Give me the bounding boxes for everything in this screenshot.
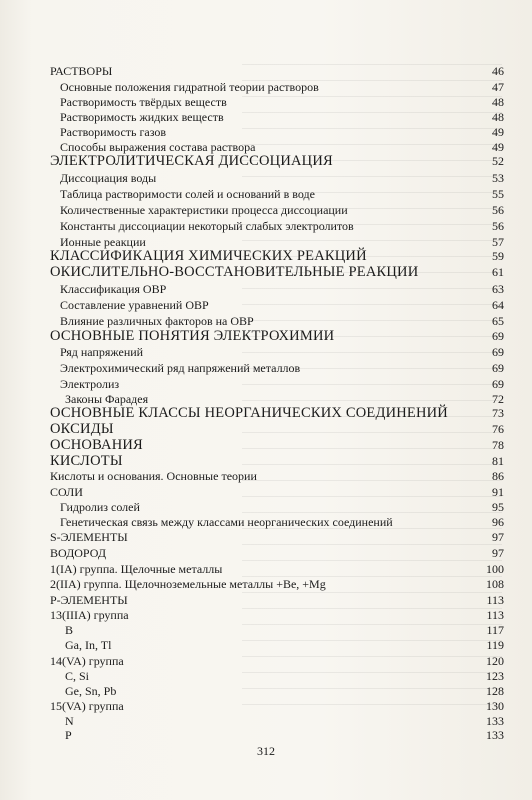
- toc-entry-title: 15(VA) группа: [50, 699, 124, 713]
- toc-entry-page: 78: [492, 438, 504, 452]
- toc-entry-title: Электрохимический ряд напряжений металлов: [60, 361, 301, 375]
- page-number: 312: [257, 744, 275, 758]
- toc-entry-page: 113: [486, 608, 504, 622]
- toc-entry-page: 73: [492, 406, 504, 420]
- toc-entry-page: 49: [492, 125, 504, 139]
- toc-entry-title: Константы диссоциации некоторый слабых электролитов: [60, 219, 354, 233]
- toc-entry: [0, 360, 532, 376]
- toc-entry: [0, 576, 532, 592]
- toc-entry: [0, 281, 532, 297]
- toc-entry: [0, 124, 532, 140]
- toc-entry: [0, 63, 532, 79]
- toc-entry-page: 69: [492, 329, 504, 343]
- toc-entry-title: Составление уравнений ОВР: [60, 298, 209, 312]
- toc-entry-page: 100: [486, 562, 504, 576]
- toc-entry-title: N: [65, 714, 74, 728]
- toc-entry-page: 46: [492, 64, 504, 78]
- toc-entry: [0, 484, 532, 500]
- toc-entry-title: Классификация ОВР: [60, 282, 167, 296]
- toc-entry-page: 55: [492, 187, 504, 201]
- toc-entry-page: 63: [492, 282, 504, 296]
- toc-entry: [0, 622, 532, 638]
- toc-entry: [0, 668, 532, 684]
- toc-entry-title: КИСЛОТЫ: [50, 453, 123, 469]
- toc-entry-title: 13(IIIA) группа: [50, 608, 129, 622]
- toc-entry-page: 64: [492, 298, 504, 312]
- toc-entry-title: Гидролиз солей: [60, 500, 140, 514]
- toc-entry: [0, 405, 532, 421]
- toc-entry: [0, 202, 532, 218]
- toc-entry-page: 95: [492, 500, 504, 514]
- toc-entry-page: 57: [492, 235, 504, 249]
- toc-entry-title: РАСТВОРЫ: [50, 64, 113, 78]
- toc-entry-title: ОКСИДЫ: [50, 421, 114, 437]
- toc-entry-page: 49: [492, 140, 504, 154]
- toc-entry-page: 133: [486, 714, 504, 728]
- toc-entry: [0, 545, 532, 561]
- toc-entry: [0, 248, 532, 264]
- toc-entry-page: 69: [492, 345, 504, 359]
- toc-entry-title: Растворимость газов: [60, 125, 167, 139]
- toc-entry-title: B: [65, 623, 74, 637]
- toc-entry-page: 120: [486, 654, 504, 668]
- toc-entry-title: ОСНОВНЫЕ ПОНЯТИЯ ЭЛЕКТРОХИМИИ: [50, 328, 335, 344]
- toc-entry-title: S-ЭЛЕМЕНТЫ: [50, 530, 128, 544]
- toc-entry-title: 14(VA) группа: [50, 654, 124, 668]
- toc-entry-page: 97: [492, 530, 504, 544]
- toc-entry-page: 56: [492, 203, 504, 217]
- toc-entry: [0, 727, 532, 743]
- toc-entry-page: 72: [492, 392, 504, 406]
- toc-entry: [0, 514, 532, 530]
- toc-entry-title: P: [65, 728, 72, 742]
- toc-entry-title: ВОДОРОД: [50, 546, 106, 560]
- toc-entry-title: Электролиз: [60, 377, 120, 391]
- toc-entry: [0, 453, 532, 469]
- toc-entry-title: Р-ЭЛЕМЕНТЫ: [50, 593, 128, 607]
- toc-entry: [0, 109, 532, 125]
- toc-entry-page: 69: [492, 361, 504, 375]
- toc-entry-title: Растворимость твёрдых веществ: [60, 95, 227, 109]
- toc-entry-page: 123: [486, 669, 504, 683]
- toc-entry-page: 52: [492, 154, 504, 168]
- toc-entry-page: 119: [486, 638, 504, 652]
- toc-entry: [0, 421, 532, 437]
- toc-entry: [0, 468, 532, 484]
- toc-entry-title: ОСНОВНЫЕ КЛАССЫ НЕОРГАНИЧЕСКИХ СОЕДИНЕНИЙ: [50, 405, 448, 421]
- toc-entry: [0, 561, 532, 577]
- toc-entry: [0, 170, 532, 186]
- toc-entry: [0, 607, 532, 623]
- toc-entry-page: 48: [492, 110, 504, 124]
- toc-entry: [0, 313, 532, 329]
- toc-entry-title: Кислоты и основания. Основные теории: [50, 469, 257, 483]
- toc-entry-page: 108: [486, 577, 504, 591]
- toc-entry-title: ОСНОВАНИЯ: [50, 437, 143, 453]
- toc-entry: [0, 344, 532, 360]
- toc-entry: [0, 592, 532, 608]
- toc-entry-page: 133: [486, 728, 504, 742]
- toc-entry-title: СОЛИ: [50, 485, 83, 499]
- toc-entry-page: 91: [492, 485, 504, 499]
- toc-entry-page: 65: [492, 314, 504, 328]
- toc-entry-page: 128: [486, 684, 504, 698]
- toc-entry-page: 56: [492, 219, 504, 233]
- toc-entry: [0, 297, 532, 313]
- toc-entry-page: 69: [492, 377, 504, 391]
- toc-entry: [0, 328, 532, 344]
- toc-entry-title: C, Si: [65, 669, 90, 683]
- toc-entry-page: 48: [492, 95, 504, 109]
- toc-entry: [0, 376, 532, 392]
- toc-entry-page: 96: [492, 515, 504, 529]
- toc-entry-page: 130: [486, 699, 504, 713]
- toc-entry-title: 1(IA) группа. Щелочные металлы: [50, 562, 223, 576]
- toc-entry: [0, 698, 532, 714]
- toc-entry-page: 76: [492, 422, 504, 436]
- toc-entry-title: Ионные реакции: [60, 235, 146, 249]
- toc-entry: [0, 94, 532, 110]
- toc-entry: [0, 683, 532, 699]
- toc-entry: [0, 79, 532, 95]
- toc-entry: [0, 637, 532, 653]
- toc-entry-page: 97: [492, 546, 504, 560]
- toc-entry: [0, 529, 532, 545]
- toc-entry: [0, 653, 532, 669]
- toc-entry: [0, 153, 532, 169]
- toc-entry-page: 81: [492, 454, 504, 468]
- toc-entry-page: 61: [492, 265, 504, 279]
- toc-entry-title: 2(IIA) группа. Щелочноземельные металлы +Be, +Mg: [50, 577, 326, 591]
- toc-entry: [0, 499, 532, 515]
- toc-entry-title: Генетическая связь между классами неорганических соединений: [60, 515, 393, 529]
- toc-entry-title: Влияние различных факторов на ОВР: [60, 314, 254, 328]
- toc-entry-title: Количественные характеристики процесса диссоциации: [60, 203, 348, 217]
- toc-entry: [0, 264, 532, 280]
- toc-entry-page: 86: [492, 469, 504, 483]
- toc-entry: [0, 186, 532, 202]
- toc-entry-title: Диссоциация воды: [60, 171, 157, 185]
- toc-entry-title: Ge, Sn, Pb: [65, 684, 117, 698]
- toc-entry-title: Ga, In, Tl: [65, 638, 112, 652]
- toc-entry: [0, 437, 532, 453]
- toc-entry-title: ОКИСЛИТЕЛЬНО-ВОССТАНОВИТЕЛЬНЫЕ РЕАКЦИИ: [50, 264, 419, 280]
- toc-entry-title: Способы выражения состава раствора: [60, 140, 256, 154]
- toc-entry-title: Растворимость жидких веществ: [60, 110, 224, 124]
- toc-entry-title: Ряд напряжений: [60, 345, 144, 359]
- toc-entry-page: 47: [492, 80, 504, 94]
- toc-entry-title: Основные положения гидратной теории растворов: [60, 80, 319, 94]
- toc-entry: [0, 218, 532, 234]
- toc-entry-page: 59: [492, 249, 504, 263]
- toc-entry-page: 113: [486, 593, 504, 607]
- toc-entry-page: 117: [486, 623, 504, 637]
- toc-entry-title: Законы Фарадея: [65, 392, 149, 406]
- toc-entry-title: Таблица растворимости солей и оснований в воде: [60, 187, 315, 201]
- toc-entry-title: КЛАССИФИКАЦИЯ ХИМИЧЕСКИХ РЕАКЦИЙ: [50, 248, 367, 264]
- toc-entry-page: 53: [492, 171, 504, 185]
- toc-entry-title: ЭЛЕКТРОЛИТИЧЕСКАЯ ДИССОЦИАЦИЯ: [50, 153, 333, 169]
